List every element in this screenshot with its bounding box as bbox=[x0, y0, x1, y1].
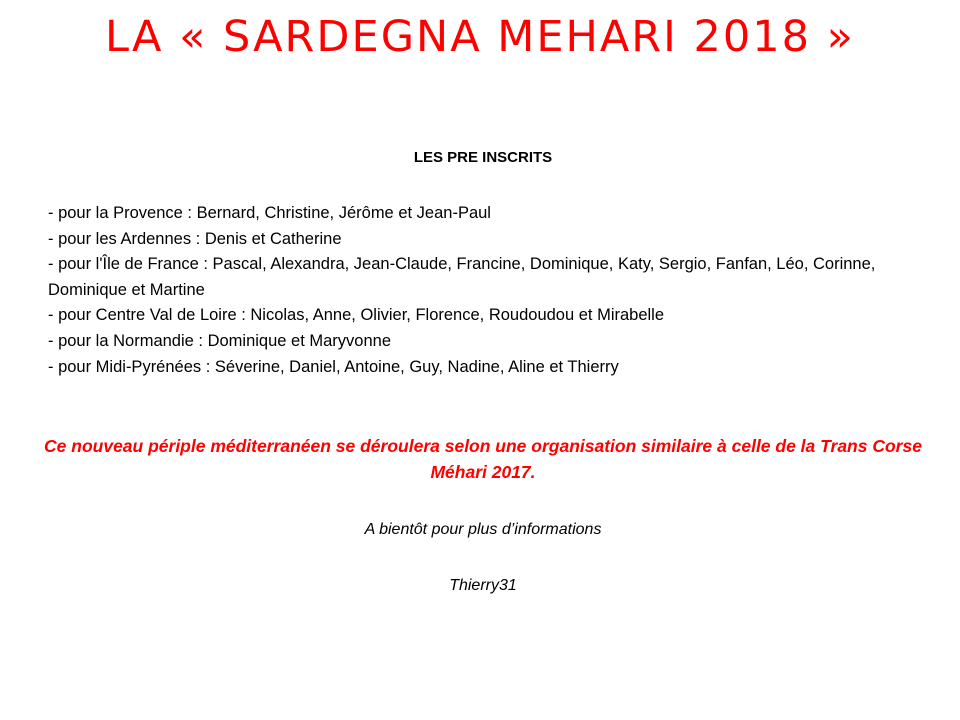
list-item-ardennes: - pour les Ardennes : Denis et Catherine bbox=[48, 229, 342, 248]
list-item-midi-pyrenees: - pour Midi-Pyrénées : Séverine, Daniel, Antoine, Guy, Nadine, Aline et Thierry bbox=[48, 357, 619, 376]
slide-title: LA « SARDEGNA MEHARI 2018 » bbox=[105, 12, 855, 62]
list-item-centre-val-de-loire: - pour Centre Val de Loire : Nicolas, Anne, Olivier, Florence, Roudoudou et Mirabelle bbox=[48, 306, 665, 325]
list-item-ile-de-france: - pour l'Île de France : Pascal, Alexandra, Jean-Claude, Francine, Dominique, Katy, Sergio, Fanfan, Léo, Corinne, Dominique et Martine bbox=[48, 255, 876, 299]
list-item-provence: - pour la Provence : Bernard, Christine, Jérôme et Jean-Paul bbox=[48, 204, 491, 222]
registrants-heading: LES PRE INSCRITS bbox=[413, 149, 553, 166]
registrants-list bbox=[48, 201, 908, 380]
highlight-note: Ce nouveau périple méditerranéen se déroulera selon une organisation similaire à celle de la Trans Corse Méhari 2017. bbox=[44, 436, 922, 482]
signature: Thierry31 bbox=[449, 577, 517, 594]
closing-line: A bientôt pour plus d’informations bbox=[364, 521, 602, 538]
list-item-normandie: - pour la Normandie : Dominique et Maryvonne bbox=[48, 331, 391, 350]
